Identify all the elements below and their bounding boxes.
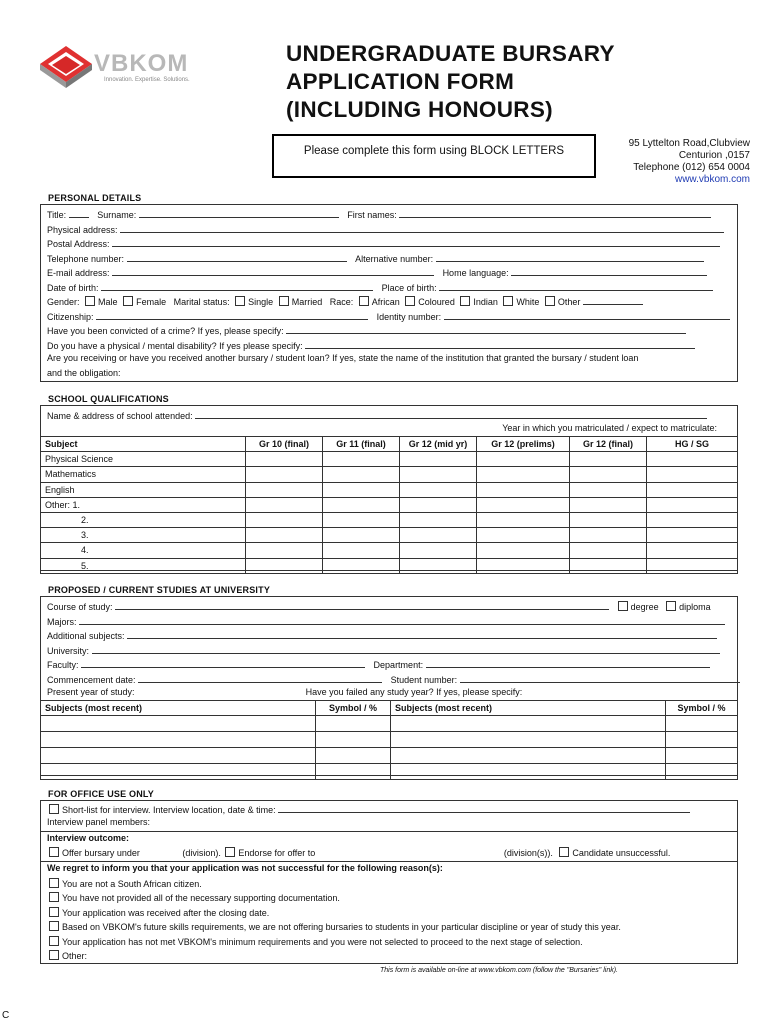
logo-tagline: Innovation. Expertise. Solutions.: [104, 77, 190, 83]
school-box: [40, 405, 738, 571]
place-of-birth-label: Place of birth:: [381, 282, 437, 293]
address-line: Centurion ,0157: [678, 150, 750, 161]
col-gr12-prelims: Gr 12 (prelims): [477, 437, 570, 452]
col-symbol-left: Symbol / %: [316, 701, 391, 716]
telephone-label: Telephone number:: [47, 253, 125, 264]
university-label: University:: [47, 645, 90, 656]
indian-label: Indian: [473, 297, 498, 307]
other-race-field[interactable]: [583, 295, 643, 305]
home-language-label: Home language:: [442, 268, 509, 278]
col-subject: Subject: [41, 437, 246, 452]
subject-cell: Other: 1.: [41, 497, 246, 512]
panel-label: Interview panel members:: [47, 817, 151, 827]
block-letters-notice: Please complete this form using BLOCK LETTERS: [272, 134, 596, 178]
male-checkbox[interactable]: [85, 296, 95, 306]
majors-field[interactable]: [79, 615, 725, 625]
col-gr11: Gr 11 (final): [323, 437, 400, 452]
studies-heading: PROPOSED / CURRENT STUDIES AT UNIVERSITY: [48, 585, 271, 595]
col-gr12-final: Gr 12 (final): [570, 437, 647, 452]
corner-mark: C: [2, 1010, 10, 1021]
id-number-field[interactable]: [444, 310, 730, 320]
reason-label: Other:: [62, 951, 88, 961]
dob-field[interactable]: [101, 281, 373, 291]
logo-text: VBKOM: [94, 50, 189, 77]
reason-checkbox[interactable]: [49, 950, 59, 960]
school-name-label: Name & address of school attended:: [47, 411, 193, 421]
student-number-field[interactable]: [460, 673, 740, 683]
single-label: Single: [248, 297, 274, 307]
african-label: African: [371, 297, 400, 307]
table-row[interactable]: [41, 482, 738, 497]
shortlist-field[interactable]: [278, 803, 690, 813]
title-label: Title:: [47, 210, 67, 220]
other-race-label: Other: [557, 297, 581, 307]
citizenship-field[interactable]: [96, 310, 368, 320]
table-row[interactable]: [41, 558, 738, 573]
course-label: Course of study:: [47, 602, 113, 612]
university-subjects-table: [40, 700, 738, 780]
degree-label: degree: [630, 602, 659, 612]
degree-checkbox[interactable]: [618, 601, 628, 611]
table-row[interactable]: [41, 732, 738, 748]
col-symbol-right: Symbol / %: [666, 701, 738, 716]
diploma-checkbox[interactable]: [666, 601, 676, 611]
place-of-birth-field[interactable]: [439, 281, 713, 291]
personal-details-heading: PERSONAL DETAILS: [48, 193, 142, 203]
university-field[interactable]: [92, 644, 720, 654]
additional-subjects-label: Additional subjects:: [47, 631, 125, 641]
reason-checkbox[interactable]: [49, 921, 59, 931]
white-checkbox[interactable]: [503, 296, 513, 306]
first-names-label: First names:: [347, 210, 397, 220]
reason-checkbox[interactable]: [49, 878, 59, 888]
division-label: (division).: [182, 848, 221, 858]
department-field[interactable]: [426, 658, 710, 668]
logo-diamond-icon: [36, 44, 96, 90]
title-field[interactable]: [69, 208, 89, 218]
endorse-label: Endorse for offer to: [238, 848, 316, 858]
student-number-label: Student number:: [390, 674, 458, 685]
table-row[interactable]: [41, 748, 738, 764]
email-field[interactable]: [112, 266, 434, 276]
subject-cell: 3.: [41, 528, 246, 543]
dob-label: Date of birth:: [47, 282, 99, 293]
first-names-field[interactable]: [399, 208, 711, 218]
id-number-label: Identity number:: [376, 311, 442, 322]
unsuccessful-label: Candidate unsuccessful.: [572, 848, 671, 858]
table-row[interactable]: [41, 452, 738, 467]
subject-cell: English: [41, 482, 246, 497]
address-line: 95 Lyttelton Road,Clubview: [628, 138, 750, 149]
citizenship-label: Citizenship:: [47, 311, 94, 322]
unsuccessful-checkbox[interactable]: [559, 847, 569, 857]
surname-field[interactable]: [139, 208, 339, 218]
matric-year-label: Year in which you matriculated / expect to matriculate:: [502, 423, 717, 433]
other-race-checkbox[interactable]: [545, 296, 555, 306]
indian-checkbox[interactable]: [460, 296, 470, 306]
reason-checkbox[interactable]: [49, 907, 59, 917]
crime-field[interactable]: [286, 324, 686, 334]
website-link[interactable]: www.vbkom.com: [674, 174, 750, 185]
table-row[interactable]: [41, 764, 738, 780]
postal-address-label: Postal Address:: [47, 239, 110, 249]
disability-question: Do you have a physical / mental disability? If yes please specify:: [47, 340, 303, 351]
col-gr12-mid: Gr 12 (mid yr): [400, 437, 477, 452]
majors-label: Majors:: [47, 616, 77, 627]
marital-label: Marital status:: [173, 297, 230, 307]
commencement-label: Commencement date:: [47, 674, 136, 685]
table-row[interactable]: [41, 543, 738, 558]
footer-note: This form is available on-line at www.vbkom.com (follow the "Bursaries" link).: [380, 967, 618, 974]
subject-cell: 5.: [41, 558, 246, 573]
present-year-label: Present year of study:: [47, 687, 135, 697]
female-label: Female: [136, 297, 167, 307]
address-block: [629, 138, 750, 186]
table-header-row: [41, 701, 738, 716]
office-heading: FOR OFFICE USE ONLY: [48, 789, 154, 799]
alt-number-field[interactable]: [436, 252, 704, 262]
reason-checkbox[interactable]: [49, 936, 59, 946]
vbkom-logo: [36, 44, 226, 90]
male-label: Male: [98, 297, 118, 307]
studies-box: [40, 596, 738, 776]
table-row[interactable]: [41, 528, 738, 543]
alt-number-label: Alternative number:: [355, 253, 434, 264]
school-heading: SCHOOL QUALIFICATIONS: [48, 394, 169, 404]
offer-label: Offer bursary under: [62, 848, 140, 858]
shortlist-checkbox[interactable]: [49, 804, 59, 814]
table-row[interactable]: [41, 467, 738, 482]
female-checkbox[interactable]: [123, 296, 133, 306]
col-hg-sg: HG / SG: [647, 437, 738, 452]
school-name-field[interactable]: [195, 409, 707, 419]
reason-label: You are not a South African citizen.: [62, 878, 202, 889]
offer-checkbox[interactable]: [49, 847, 59, 857]
reason-label: You have not provided all of the necessary supporting documentation.: [62, 893, 340, 903]
page-title: [286, 40, 615, 124]
surname-label: Surname:: [97, 210, 137, 220]
physical-address-label: Physical address:: [47, 224, 118, 235]
table-row[interactable]: [41, 716, 738, 732]
coloured-checkbox[interactable]: [405, 296, 415, 306]
title-line-3: (INCLUDING HONOURS): [286, 97, 553, 122]
table-row[interactable]: [41, 512, 738, 527]
subject-cell: Physical Science: [41, 452, 246, 467]
disability-field[interactable]: [305, 339, 695, 349]
subject-cell: Mathematics: [41, 467, 246, 482]
regret-heading: We regret to inform you that your application was not successful for the following reason(s):: [47, 863, 443, 873]
failed-year-question: Have you failed any study year? If yes, please specify:: [305, 687, 523, 697]
shortlist-label: Short-list for interview. Interview location, date & time:: [62, 805, 276, 815]
outcome-label: Interview outcome:: [47, 833, 130, 843]
postal-address-field[interactable]: [112, 237, 720, 247]
telephone-line: Telephone (012) 654 0004: [633, 162, 750, 173]
married-checkbox[interactable]: [279, 296, 289, 306]
reason-label: Based on VBKOM's future skills requirements, we are not offering bursaries to students in your particular discipline or year of study this year.: [62, 922, 621, 932]
reason-label: Your application has not met VBKOM's minimum requirements and you were not selected to proceed to the next stage of selection.: [62, 936, 583, 947]
subject-cell: 4.: [41, 543, 246, 558]
african-checkbox[interactable]: [359, 296, 369, 306]
married-label: Married: [291, 297, 323, 307]
physical-address-field[interactable]: [120, 223, 724, 233]
reason-label: Your application was received after the closing date.: [62, 907, 270, 918]
faculty-label: Faculty:: [47, 660, 79, 670]
coloured-label: Coloured: [418, 297, 455, 307]
telephone-field[interactable]: [127, 252, 347, 262]
bursary-obligation-label: and the obligation:: [47, 367, 121, 378]
faculty-field[interactable]: [81, 658, 365, 668]
department-label: Department:: [373, 660, 424, 670]
office-box: [40, 800, 738, 964]
race-label: Race:: [329, 297, 354, 307]
diploma-label: diploma: [679, 602, 711, 612]
subject-cell: 2.: [41, 512, 246, 527]
crime-question: Have you been convicted of a crime? If yes, please specify:: [47, 326, 284, 336]
divider: [41, 831, 737, 832]
table-row[interactable]: [41, 497, 738, 512]
personal-details-box: [40, 204, 738, 382]
title-line-1: UNDERGRADUATE BURSARY: [286, 41, 615, 66]
col-gr10: Gr 10 (final): [246, 437, 323, 452]
gender-label: Gender:: [47, 297, 80, 307]
school-grades-table: [40, 436, 738, 574]
divisions-label: (division(s)).: [503, 848, 553, 858]
table-header-row: [41, 437, 738, 452]
email-label: E-mail address:: [47, 268, 110, 278]
col-subjects-left: Subjects (most recent): [41, 701, 316, 716]
additional-subjects-field[interactable]: [127, 629, 717, 639]
endorse-checkbox[interactable]: [225, 847, 235, 857]
title-line-2: APPLICATION FORM: [286, 69, 515, 94]
commencement-field[interactable]: [138, 673, 382, 683]
home-language-field[interactable]: [511, 266, 707, 276]
course-field[interactable]: [115, 600, 609, 610]
divider: [41, 861, 737, 862]
col-subjects-right: Subjects (most recent): [391, 701, 666, 716]
bursary-question: Are you receiving or have you received another bursary / student loan? If yes, state the name of the institution that granted the bursary / student loan: [47, 353, 639, 363]
white-label: White: [516, 297, 540, 307]
reason-checkbox[interactable]: [49, 892, 59, 902]
single-checkbox[interactable]: [235, 296, 245, 306]
